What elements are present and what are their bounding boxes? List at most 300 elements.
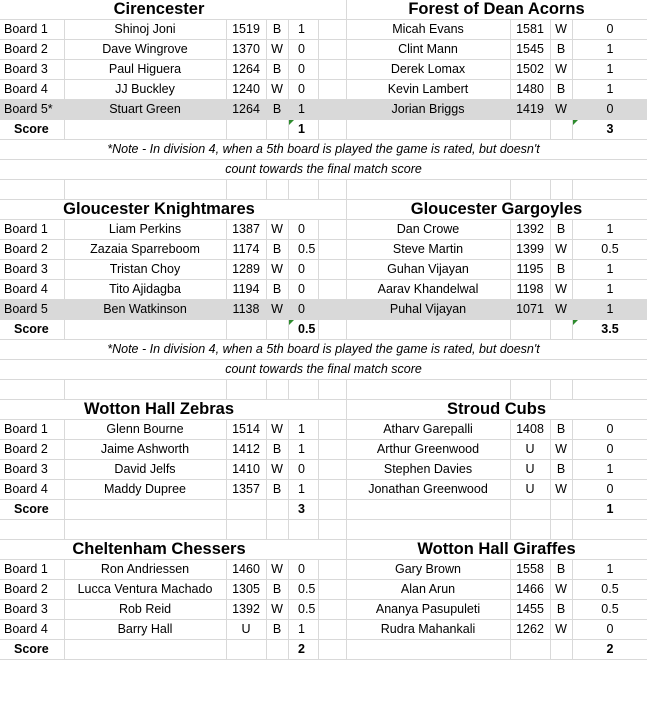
right-player-name[interactable]: Kevin Lambert: [387, 82, 469, 96]
cell-gridline: [318, 420, 319, 439]
left-player-score[interactable]: 1: [298, 22, 305, 36]
left-player-rating[interactable]: 1392: [232, 602, 260, 616]
right-team-name[interactable]: Wotton Hall Giraffes: [417, 540, 576, 558]
right-player-name[interactable]: Steve Martin: [392, 242, 464, 256]
cell-gridline: [226, 120, 227, 139]
left-player-name[interactable]: Maddy Dupree: [104, 482, 186, 496]
right-player-rating[interactable]: 1502: [516, 62, 544, 76]
left-player-score[interactable]: 0: [298, 462, 305, 476]
left-player-color[interactable]: B: [272, 22, 282, 36]
left-total-score[interactable]: 3: [298, 502, 305, 516]
cell-gridline: [64, 380, 65, 399]
right-player-color[interactable]: W: [555, 22, 567, 36]
left-player-rating[interactable]: 1289: [232, 262, 260, 276]
board-label[interactable]: Board 5: [4, 302, 48, 316]
left-player-name[interactable]: JJ Buckley: [115, 82, 175, 96]
board-row[interactable]: [0, 580, 647, 600]
cell-gridline: [318, 440, 319, 459]
cell-gridline: [318, 20, 319, 39]
left-player-color[interactable]: W: [271, 42, 283, 56]
cell-gridline: [226, 380, 227, 399]
board-label[interactable]: Board 4: [4, 282, 48, 296]
left-player-score[interactable]: 0.5: [298, 242, 316, 256]
board-row[interactable]: [0, 620, 647, 640]
left-player-name[interactable]: Paul Higuera: [108, 62, 182, 76]
left-player-name[interactable]: Tristan Choy: [109, 262, 181, 276]
right-player-name[interactable]: Arthur Greenwood: [376, 442, 480, 456]
cell-gridline: [288, 640, 289, 659]
right-player-name[interactable]: Ananya Pasupuleti: [375, 602, 481, 616]
board-label[interactable]: Board 4: [4, 82, 48, 96]
right-player-color[interactable]: W: [555, 582, 567, 596]
left-player-name[interactable]: Ben Watkinson: [103, 302, 187, 316]
left-player-rating[interactable]: 1264: [232, 102, 260, 116]
division-note[interactable]: count towards the final match score: [225, 362, 422, 376]
left-player-score[interactable]: 0: [298, 42, 305, 56]
left-player-name[interactable]: Tito Ajidagba: [109, 282, 181, 296]
cell-gridline: [572, 520, 573, 539]
board-label[interactable]: Board 3: [4, 262, 48, 276]
left-player-name[interactable]: Dave Wingrove: [102, 42, 188, 56]
cell-gridline: [226, 520, 227, 539]
left-player-name[interactable]: Glenn Bourne: [106, 422, 184, 436]
left-total-score[interactable]: 0.5: [298, 322, 316, 336]
right-player-rating[interactable]: 1545: [516, 42, 544, 56]
right-player-rating[interactable]: U: [525, 482, 535, 496]
cell-gridline: [318, 380, 319, 399]
left-player-rating[interactable]: 1514: [232, 422, 260, 436]
right-total-score[interactable]: 1: [606, 502, 614, 516]
right-player-name[interactable]: Micah Evans: [392, 22, 464, 36]
cell-gridline: [288, 420, 289, 439]
left-player-color[interactable]: W: [271, 462, 283, 476]
left-team-name[interactable]: Gloucester Knightmares: [63, 200, 255, 218]
right-player-rating[interactable]: 1480: [516, 82, 544, 96]
left-player-name[interactable]: Shinoj Joni: [114, 22, 176, 36]
right-player-name[interactable]: Rudra Mahankali: [380, 622, 476, 636]
board-row[interactable]: [0, 100, 647, 120]
right-player-color[interactable]: B: [556, 602, 566, 616]
right-player-name[interactable]: Alan Arun: [400, 582, 456, 596]
right-total-score[interactable]: 3.5: [601, 322, 619, 336]
left-player-score[interactable]: 0: [298, 562, 305, 576]
right-player-score[interactable]: 0: [606, 422, 614, 436]
left-team-name[interactable]: Wotton Hall Zebras: [83, 400, 235, 418]
cell-gridline: [318, 240, 319, 259]
cell-gridline: [266, 380, 267, 399]
left-player-name[interactable]: Barry Hall: [117, 622, 173, 636]
cell-gridline: [346, 320, 347, 339]
right-player-score[interactable]: 0: [606, 482, 614, 496]
cell-gridline: [318, 480, 319, 499]
cell-gridline: [318, 40, 319, 59]
cell-gridline: [318, 100, 319, 119]
cell-gridline: [266, 500, 267, 519]
left-team-name[interactable]: Cheltenham Chessers: [72, 540, 246, 558]
board-row[interactable]: [0, 560, 647, 580]
board-label[interactable]: Board 1: [4, 22, 48, 36]
cell-gridline: [288, 380, 289, 399]
right-player-color[interactable]: W: [555, 62, 567, 76]
right-team-name[interactable]: Forest of Dean Acorns: [408, 0, 585, 18]
score-label[interactable]: Score: [14, 322, 49, 336]
board-row[interactable]: [0, 440, 647, 460]
board-row[interactable]: [0, 300, 647, 320]
left-player-rating[interactable]: 1305: [232, 582, 260, 596]
right-player-color[interactable]: W: [555, 482, 567, 496]
left-player-rating[interactable]: U: [241, 622, 251, 636]
right-total-score[interactable]: 3: [606, 122, 614, 136]
board-label[interactable]: Board 1: [4, 562, 48, 576]
left-player-rating[interactable]: 1357: [232, 482, 260, 496]
board-label[interactable]: Board 3: [4, 602, 48, 616]
score-label[interactable]: Score: [14, 502, 49, 516]
right-player-score[interactable]: 0: [606, 102, 614, 116]
team-header-row[interactable]: [0, 400, 647, 420]
cell-gridline: [288, 480, 289, 499]
cell-gridline: [288, 440, 289, 459]
score-row[interactable]: [0, 320, 647, 340]
cell-gridline: [572, 480, 573, 499]
right-player-name[interactable]: Atharv Garepalli: [383, 422, 473, 436]
left-player-rating[interactable]: 1194: [232, 282, 260, 296]
left-player-rating[interactable]: 1370: [232, 42, 260, 56]
cell-gridline: [572, 620, 573, 639]
division-note[interactable]: *Note - In division 4, when a 5th board is played the game is rated, but doesn't: [107, 342, 540, 356]
board-row[interactable]: [0, 220, 647, 240]
left-player-score[interactable]: 0: [298, 302, 305, 316]
left-player-score[interactable]: 0: [298, 222, 305, 236]
right-player-rating[interactable]: 1581: [516, 22, 544, 36]
board-row[interactable]: [0, 80, 647, 100]
left-player-score[interactable]: 0.5: [298, 582, 316, 596]
score-label[interactable]: Score: [14, 642, 49, 656]
board-label[interactable]: Board 2: [4, 242, 48, 256]
comment-indicator-icon: [573, 320, 578, 325]
right-player-color[interactable]: W: [555, 302, 567, 316]
team-header-row[interactable]: [0, 540, 647, 560]
right-player-score[interactable]: 0: [606, 622, 614, 636]
board-row[interactable]: [0, 480, 647, 500]
board-row[interactable]: [0, 420, 647, 440]
left-player-score[interactable]: 1: [298, 442, 305, 456]
left-player-color[interactable]: B: [272, 62, 282, 76]
left-team-name[interactable]: Cirencester: [113, 0, 205, 18]
cell-gridline: [288, 560, 289, 579]
empty-row[interactable]: [0, 380, 647, 400]
left-player-rating[interactable]: 1460: [232, 562, 260, 576]
cell-gridline: [64, 320, 65, 339]
right-team-name[interactable]: Gloucester Gargoyles: [410, 200, 583, 218]
score-row[interactable]: [0, 640, 647, 660]
cell-gridline: [510, 640, 511, 659]
right-player-rating[interactable]: 1399: [516, 242, 544, 256]
right-player-color[interactable]: W: [555, 242, 567, 256]
cell-gridline: [572, 440, 573, 459]
note-row[interactable]: [0, 360, 647, 380]
left-player-color[interactable]: B: [272, 102, 282, 116]
cell-gridline: [318, 580, 319, 599]
right-player-score[interactable]: 1: [606, 62, 614, 76]
right-player-score[interactable]: 1: [606, 302, 614, 316]
board-row[interactable]: [0, 40, 647, 60]
note-row[interactable]: [0, 160, 647, 180]
right-player-score[interactable]: 0: [606, 22, 614, 36]
cell-gridline: [318, 560, 319, 579]
cell-gridline: [226, 180, 227, 199]
right-player-color[interactable]: B: [556, 562, 566, 576]
empty-row[interactable]: [0, 520, 647, 540]
team-header-row[interactable]: [0, 200, 647, 220]
right-player-rating[interactable]: 1071: [516, 302, 544, 316]
left-player-color[interactable]: B: [272, 482, 282, 496]
cell-gridline: [550, 120, 551, 139]
cell-gridline: [572, 80, 573, 99]
division-note[interactable]: count towards the final match score: [225, 162, 422, 176]
right-player-color[interactable]: B: [556, 82, 566, 96]
score-label[interactable]: Score: [14, 122, 49, 136]
left-player-color[interactable]: W: [271, 602, 283, 616]
board-row[interactable]: [0, 280, 647, 300]
cell-gridline: [572, 600, 573, 619]
cell-gridline: [572, 580, 573, 599]
board-label[interactable]: Board 4: [4, 482, 48, 496]
left-player-score[interactable]: 0: [298, 282, 305, 296]
board-label[interactable]: Board 2: [4, 582, 48, 596]
board-row[interactable]: [0, 240, 647, 260]
left-player-color[interactable]: B: [272, 582, 282, 596]
left-player-rating[interactable]: 1138: [232, 302, 260, 316]
cell-gridline: [510, 180, 511, 199]
board-row[interactable]: [0, 260, 647, 280]
right-player-color[interactable]: B: [556, 422, 566, 436]
left-player-color[interactable]: B: [272, 242, 282, 256]
left-player-rating[interactable]: 1264: [232, 62, 260, 76]
right-player-rating[interactable]: 1262: [516, 622, 544, 636]
right-player-name[interactable]: Dan Crowe: [396, 222, 460, 236]
left-player-score[interactable]: 0: [298, 262, 305, 276]
right-player-rating[interactable]: 1392: [516, 222, 544, 236]
left-player-rating[interactable]: 1387: [232, 222, 260, 236]
left-player-rating[interactable]: 1412: [232, 442, 260, 456]
score-row[interactable]: [0, 500, 647, 520]
right-player-color[interactable]: W: [555, 622, 567, 636]
right-player-name[interactable]: Derek Lomax: [390, 62, 466, 76]
right-player-color[interactable]: B: [556, 262, 566, 276]
comment-indicator-icon: [289, 320, 294, 325]
cell-gridline: [288, 220, 289, 239]
left-player-name[interactable]: David Jelfs: [114, 462, 176, 476]
left-total-score[interactable]: 2: [298, 642, 305, 656]
cell-gridline: [572, 560, 573, 579]
left-total-score[interactable]: 1: [298, 122, 305, 136]
right-player-score[interactable]: 0: [606, 442, 614, 456]
right-player-rating[interactable]: 1419: [516, 102, 544, 116]
right-team-name[interactable]: Stroud Cubs: [447, 400, 546, 418]
cell-gridline: [266, 640, 267, 659]
right-player-color[interactable]: B: [556, 42, 566, 56]
cell-gridline: [510, 380, 511, 399]
board-row[interactable]: [0, 20, 647, 40]
left-player-color[interactable]: B: [272, 442, 282, 456]
division-note[interactable]: *Note - In division 4, when a 5th board is played the game is rated, but doesn't: [107, 142, 540, 156]
left-player-color[interactable]: W: [271, 82, 283, 96]
right-player-rating[interactable]: 1195: [516, 262, 544, 276]
cell-gridline: [226, 640, 227, 659]
cell-gridline: [64, 120, 65, 139]
cell-gridline: [550, 180, 551, 199]
cell-gridline: [318, 260, 319, 279]
left-player-name[interactable]: Zazaia Sparreboom: [90, 242, 200, 256]
left-player-score[interactable]: 1: [298, 622, 305, 636]
right-player-score[interactable]: 1: [606, 222, 614, 236]
cell-gridline: [288, 240, 289, 259]
left-player-color[interactable]: W: [271, 262, 283, 276]
board-label[interactable]: Board 2: [4, 442, 48, 456]
right-player-rating[interactable]: 1408: [516, 422, 544, 436]
cell-gridline: [266, 520, 267, 539]
cell-gridline: [318, 280, 319, 299]
cell-gridline: [318, 460, 319, 479]
right-player-score[interactable]: 0.5: [601, 582, 619, 596]
left-player-score[interactable]: 0: [298, 62, 305, 76]
cell-gridline: [288, 260, 289, 279]
left-player-rating[interactable]: 1174: [232, 242, 260, 256]
left-player-rating[interactable]: 1240: [232, 82, 260, 96]
board-row[interactable]: [0, 60, 647, 80]
right-player-score[interactable]: 1: [606, 562, 614, 576]
cell-gridline: [572, 380, 573, 399]
cell-gridline: [346, 120, 347, 139]
cell-gridline: [288, 180, 289, 199]
note-row[interactable]: [0, 340, 647, 360]
cell-gridline: [550, 520, 551, 539]
cell-gridline: [572, 100, 573, 119]
team-header-row[interactable]: [0, 0, 647, 20]
right-player-score[interactable]: 0.5: [601, 242, 619, 256]
cell-gridline: [64, 640, 65, 659]
left-player-name[interactable]: Rob Reid: [118, 602, 172, 616]
left-player-score[interactable]: 1: [298, 422, 305, 436]
left-player-name[interactable]: Stuart Green: [109, 102, 181, 116]
board-row[interactable]: [0, 460, 647, 480]
left-player-score[interactable]: 1: [298, 482, 305, 496]
note-row[interactable]: [0, 140, 647, 160]
left-player-color[interactable]: W: [271, 562, 283, 576]
left-player-score[interactable]: 0.5: [298, 602, 316, 616]
cell-gridline: [318, 80, 319, 99]
right-player-rating[interactable]: 1558: [516, 562, 544, 576]
cell-gridline: [288, 580, 289, 599]
right-player-score[interactable]: 1: [606, 42, 614, 56]
right-player-rating[interactable]: 1466: [516, 582, 544, 596]
right-player-name[interactable]: Clint Mann: [398, 42, 458, 56]
right-player-name[interactable]: Gary Brown: [395, 562, 461, 576]
right-player-color[interactable]: B: [556, 462, 566, 476]
right-player-name[interactable]: Jorian Briggs: [391, 102, 465, 116]
right-player-score[interactable]: 1: [606, 82, 614, 96]
cell-gridline: [288, 100, 289, 119]
score-row[interactable]: [0, 120, 647, 140]
right-player-color[interactable]: W: [555, 442, 567, 456]
cell-gridline: [346, 500, 347, 519]
right-player-color[interactable]: B: [556, 222, 566, 236]
cell-gridline: [572, 420, 573, 439]
left-player-color[interactable]: B: [272, 282, 282, 296]
empty-row[interactable]: [0, 180, 647, 200]
left-player-score[interactable]: 1: [298, 102, 305, 116]
cell-gridline: [510, 320, 511, 339]
right-player-name[interactable]: Jonathan Greenwood: [368, 482, 488, 496]
right-player-score[interactable]: 0.5: [601, 602, 619, 616]
cell-gridline: [572, 40, 573, 59]
board-label[interactable]: Board 3: [4, 62, 48, 76]
cell-gridline: [318, 620, 319, 639]
right-player-rating[interactable]: U: [525, 462, 535, 476]
cell-gridline: [572, 640, 573, 659]
cell-gridline: [288, 500, 289, 519]
right-player-rating[interactable]: 1198: [516, 282, 544, 296]
cell-gridline: [510, 500, 511, 519]
left-player-rating[interactable]: 1519: [232, 22, 260, 36]
cell-gridline: [346, 180, 347, 199]
cell-gridline: [550, 500, 551, 519]
left-player-color[interactable]: B: [272, 622, 282, 636]
board-label[interactable]: Board 3: [4, 462, 48, 476]
board-label[interactable]: Board 2: [4, 42, 48, 56]
cell-gridline: [266, 120, 267, 139]
board-row[interactable]: [0, 600, 647, 620]
right-player-score[interactable]: 1: [606, 262, 614, 276]
cell-gridline: [266, 320, 267, 339]
right-player-color[interactable]: W: [555, 102, 567, 116]
cell-gridline: [288, 600, 289, 619]
right-player-name[interactable]: Guhan Vijayan: [387, 262, 469, 276]
cell-gridline: [318, 180, 319, 199]
right-player-name[interactable]: Puhal Vijayan: [389, 302, 467, 316]
right-player-color[interactable]: W: [555, 282, 567, 296]
cell-gridline: [572, 220, 573, 239]
cell-gridline: [288, 300, 289, 319]
right-player-rating[interactable]: U: [525, 442, 535, 456]
left-player-name[interactable]: Jaime Ashworth: [100, 442, 190, 456]
right-player-name[interactable]: Stephen Davies: [383, 462, 473, 476]
left-player-name[interactable]: Lucca Ventura Machado: [77, 582, 213, 596]
board-label[interactable]: Board 5*: [4, 102, 53, 116]
cell-gridline: [346, 640, 347, 659]
right-player-score[interactable]: 1: [606, 462, 614, 476]
comment-indicator-icon: [573, 120, 578, 125]
board-label[interactable]: Board 1: [4, 222, 48, 236]
right-player-name[interactable]: Aarav Khandelwal: [377, 282, 479, 296]
board-label[interactable]: Board 4: [4, 622, 48, 636]
right-total-score[interactable]: 2: [606, 642, 614, 656]
left-player-name[interactable]: Liam Perkins: [108, 222, 182, 236]
cell-gridline: [226, 320, 227, 339]
cell-gridline: [318, 600, 319, 619]
board-label[interactable]: Board 1: [4, 422, 48, 436]
left-player-score[interactable]: 0: [298, 82, 305, 96]
cell-gridline: [346, 520, 347, 539]
left-player-rating[interactable]: 1410: [232, 462, 260, 476]
right-player-score[interactable]: 1: [606, 282, 614, 296]
left-player-color[interactable]: W: [271, 302, 283, 316]
left-player-name[interactable]: Ron Andriessen: [100, 562, 190, 576]
cell-gridline: [318, 60, 319, 79]
right-player-rating[interactable]: 1455: [516, 602, 544, 616]
left-player-color[interactable]: W: [271, 422, 283, 436]
left-player-color[interactable]: W: [271, 222, 283, 236]
